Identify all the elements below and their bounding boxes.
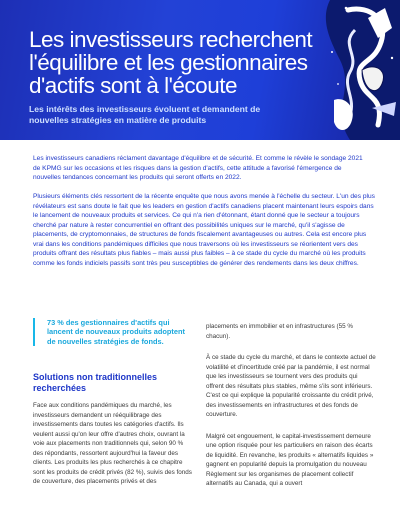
left-column: [33, 312, 193, 487]
page-title: Les investisseurs recherchent l'équilibre et les gestionnaires d'actifs sont à l'écoute: [29, 27, 313, 98]
right-column-paragraph-1: placements en immobilier et en infrastructures (55 % chacun).: [206, 323, 353, 340]
page-subtitle: Les intérêts des investisseurs évoluent et demandent de nouvelles stratégies en matière de produits: [29, 104, 261, 125]
body-paragraph: Plusieurs éléments clés ressortent de la récente enquête que nous avons menée à l'échelle du secteur. L'un des plus révélateurs est sans doute le fait que les leaders en gestion d'actifs canadiens placent maintenant leurs espoirs dans le lancement de nouveaux produits et services. Ce qui n'a rien d'étonnant, étant donné que le secteur a toujours cherché par nature à rester concurrentiel en offrant des possibilités uniques sur le marché, qu'il s'agisse de placements, de cryptomonnaies, de structures de fonds fiscalement avantageuses ou autres. Cela est encore plus vrai dans les conditions pandémiques difficiles que nous traversons où les investisseurs se réorientent vers des produits offrant des résultats plus fiables – mais aussi plus faibles – à ce stade du cycle du marché où les produits comme les fonds indiciels passifs sont très peu susceptibles de générer des rendements dans les deux chiffres.: [33, 193, 375, 267]
left-column-text: Face aux conditions pandémiques du marché, les investisseurs demandent un rééquilibrage des investissements dans toutes les catégories d'actifs. Ils veulent aussi qu'on leur offre d'autres choix, ouvrant la voie aux placements non traditionnels qui, selon 90 % des répondants, ressortent aujourd'hui la faveur des clients. Les produits les plus recherchés à ce chapitre sont les produits de crédit privés (82 %), suivis des fonds de couverture, des placements privés et des: [33, 402, 192, 486]
right-column: [206, 322, 376, 501]
statistic-callout: [33, 318, 193, 346]
callout-text: 73 % des gestionnaires d'actifs qui lancent de nouveaux produits adoptent de nouvelles stratégies de fonds.: [47, 318, 185, 346]
section-heading: Solutions non traditionnelles recherchées: [33, 372, 158, 393]
right-column-paragraph-2: À ce stade du cycle du marché, et dans le contexte actuel de volatilité et d'incertitude créé par la pandémie, il est normal que les investisseurs se tournent vers des produits qui offrent des résultats plus stables, même s'ils sont inférieurs. C'est ce qui explique la popularité croissante du crédit privé, des investissements en infrastructures et des fonds de couverture.: [206, 354, 376, 418]
hero-banner: [0, 0, 400, 140]
right-column-paragraph-3: Malgré cet engouement, le capital-investissement demeure une option risquée pour les particuliers en raison des écarts de liquidité. En revanche, les produits « alternatifs liquides » gagnent en popularité depuis la promulgation du nouveau Règlement sur les organismes de placement collectif alternatifs au Canada, qui a ouvert: [206, 432, 374, 487]
intro-paragraph: Les investisseurs canadiens réclament davantage d'équilibre et de sécurité. Et comme le révèle le sondage 2021 de KPMG sur les occasions et les risques dans la gestion d'actifs, cette attitude a favorisé l'émergence de nouvelles tendances concernant les produits qui seront offerts en 2022.: [33, 155, 363, 181]
